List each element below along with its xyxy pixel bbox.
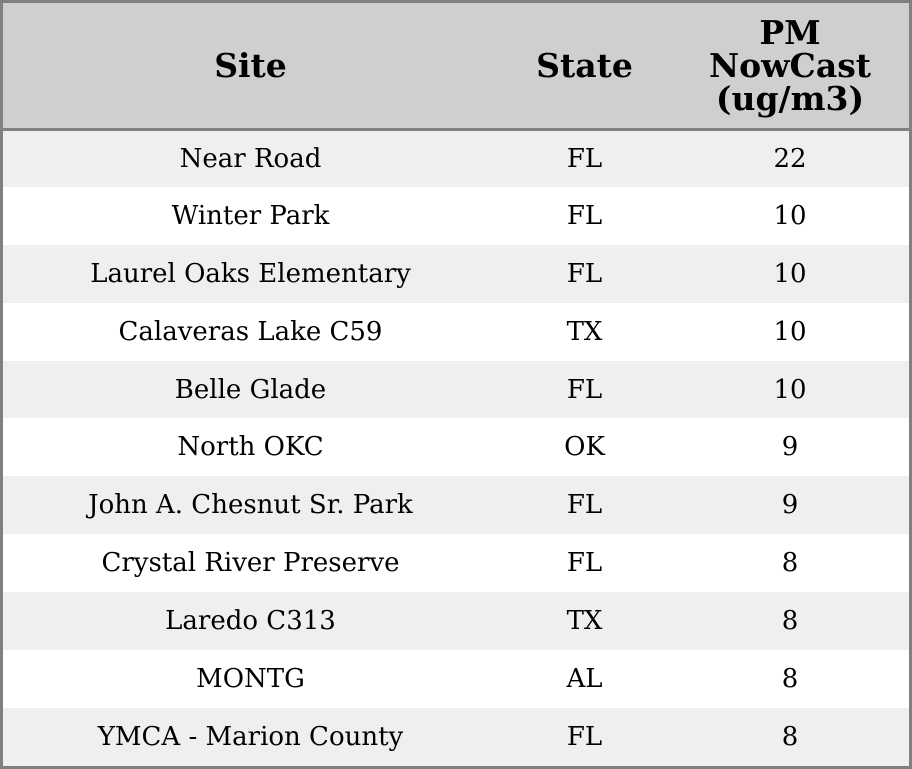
cell-pm: 9 <box>781 432 799 463</box>
header-site <box>3 3 498 129</box>
cell-state: FL <box>566 143 603 174</box>
table-row <box>3 592 909 650</box>
cell-pm: 8 <box>781 548 799 579</box>
header-pm-line-3: (ug/m3) <box>715 78 865 118</box>
cell-site: John A. Chesnut Sr. Park <box>88 490 413 521</box>
table-row <box>3 476 909 534</box>
cell-state: AL <box>566 663 603 694</box>
cell-site: Laurel Oaks Elementary <box>90 258 411 289</box>
header-pm-line-1: PM <box>759 12 821 52</box>
cell-pm: 10 <box>773 258 807 289</box>
cell-state: TX <box>566 606 603 637</box>
cell-site: North OKC <box>177 432 324 463</box>
table-header-row <box>3 3 909 129</box>
header-site-line: Site <box>214 45 287 85</box>
table-row <box>3 650 909 708</box>
cell-pm: 8 <box>781 663 799 694</box>
cell-site: MONTG <box>196 663 305 694</box>
table-row <box>3 534 909 592</box>
cell-state: FL <box>566 258 603 289</box>
cell-pm: 8 <box>781 606 799 637</box>
header-pm-line-2: NowCast <box>708 45 872 85</box>
table-row <box>3 129 909 187</box>
cell-pm: 8 <box>781 721 799 752</box>
cell-state: OK <box>564 432 605 463</box>
cell-site: Crystal River Preserve <box>101 548 400 579</box>
table-row <box>3 418 909 476</box>
cell-site: Calaveras Lake C59 <box>118 316 383 347</box>
cell-pm: 9 <box>781 490 799 521</box>
table-row <box>3 187 909 245</box>
cell-site: Winter Park <box>171 200 330 231</box>
cell-pm: 10 <box>773 200 807 231</box>
cell-state: FL <box>566 490 603 521</box>
cell-state: FL <box>566 374 603 405</box>
header-state-line: State <box>536 45 633 85</box>
cell-state: TX <box>566 316 603 347</box>
table-row <box>3 245 909 303</box>
pm-nowcast-table <box>3 3 909 766</box>
cell-pm: 10 <box>773 316 807 347</box>
cell-site: Belle Glade <box>174 374 327 405</box>
cell-state: FL <box>566 200 603 231</box>
cell-state: FL <box>566 548 603 579</box>
table-row <box>3 361 909 419</box>
table-row <box>3 303 909 361</box>
cell-state: FL <box>566 721 603 752</box>
cell-pm: 10 <box>773 374 807 405</box>
table-row <box>3 708 909 766</box>
cell-site: YMCA - Marion County <box>97 721 404 752</box>
cell-site: Laredo C313 <box>165 606 336 637</box>
header-pm-nowcast <box>671 3 909 129</box>
cell-site: Near Road <box>179 143 322 174</box>
cell-pm: 22 <box>773 143 807 174</box>
header-state <box>498 3 671 129</box>
